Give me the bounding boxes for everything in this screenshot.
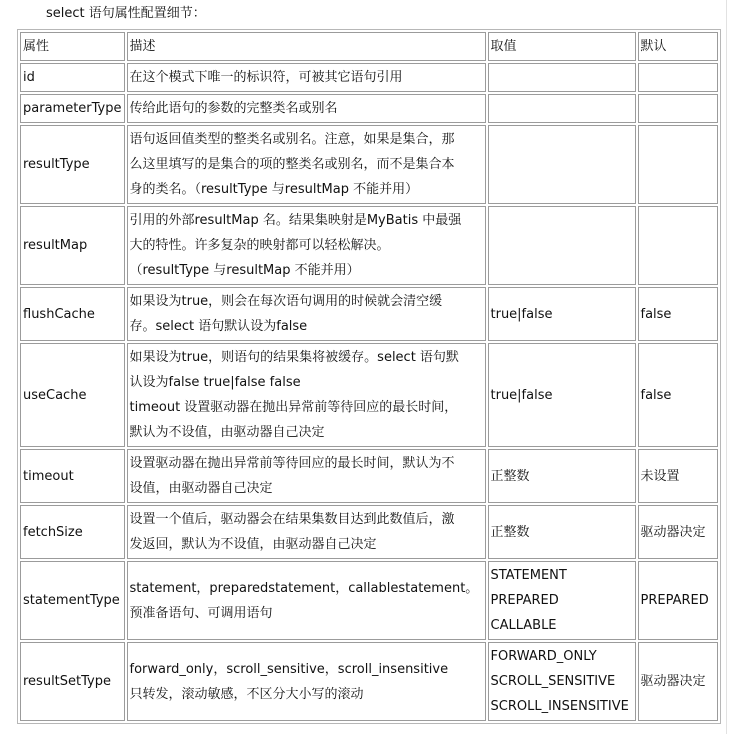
value-line: STATEMENT (490, 568, 567, 583)
attr-default: false (638, 343, 718, 447)
table-header-row (20, 32, 718, 61)
desc-line: 设置一个值后，驱动器会在结果集数目达到此数值后，激 (129, 512, 455, 527)
table-row (20, 343, 718, 447)
table-row (20, 642, 718, 721)
desc-line: statement，preparedstatement，callablestatement。 (129, 580, 479, 596)
attr-default: PREPARED (638, 561, 718, 640)
desc-line: 么这里填写的是集合的项的整类名或别名，而不是集合本 (129, 157, 455, 172)
desc-line: 预准备语句、可调用语句 (129, 605, 273, 621)
desc-line: 发返回，默认为不设值，由驱动器自己决定 (129, 537, 377, 552)
value-line: SCROLL_SENSITIVE (490, 674, 616, 689)
table-row (20, 561, 718, 640)
value-line: 正整数 (490, 468, 530, 484)
attr-default: 驱动器决定 (638, 505, 718, 559)
attr-name: useCache (20, 343, 125, 447)
value-line: CALLABLE (490, 618, 557, 633)
attr-default: 未设置 (638, 449, 718, 503)
attr-default (638, 94, 718, 123)
attr-desc (127, 449, 486, 503)
attr-value (488, 449, 636, 503)
desc-line: 大的特性。许多复杂的映射都可以轻松解决。 (129, 238, 390, 253)
desc-line: （resultType 与resultMap 不能并用） (129, 263, 360, 278)
attr-value (488, 561, 636, 640)
desc-line: 默认为不设值，由驱动器自己决定 (129, 425, 325, 440)
attr-value (488, 206, 636, 285)
desc-line: 身的类名。（resultType 与resultMap 不能并用） (129, 182, 419, 197)
attr-value (488, 287, 636, 341)
value-line: FORWARD_ONLY (490, 649, 597, 664)
attr-default (638, 125, 718, 204)
desc-line: 设置驱动器在抛出异常前等待回应的最长时间，默认为不 (129, 456, 455, 471)
attr-name: flushCache (20, 287, 125, 341)
desc-line: 引用的外部resultMap 名。结果集映射是MyBatis 中最强 (129, 213, 462, 228)
attr-value (488, 125, 636, 204)
header-default: 默认 (638, 32, 718, 61)
table-row (20, 287, 718, 341)
desc-line: forward_only，scroll_sensitive，scroll_insensitive (129, 661, 449, 677)
table-row (20, 505, 718, 559)
attr-desc (127, 125, 486, 204)
attr-value (488, 343, 636, 447)
attr-desc (127, 94, 486, 123)
desc-line: 传给此语句的参数的完整类名或别名 (129, 101, 338, 116)
attr-name: id (20, 63, 125, 92)
attr-name: fetchSize (20, 505, 125, 559)
attr-desc (127, 642, 486, 721)
desc-line: timeout 设置驱动器在抛出异常前等待回应的最长时间， (129, 400, 458, 415)
attr-desc (127, 287, 486, 341)
desc-line: 设值，由驱动器自己决定 (129, 481, 273, 496)
attribute-config-table (17, 29, 721, 724)
desc-line: 认设为false true|false false (129, 375, 301, 390)
section-caption: select 语句属性配置细节： (46, 6, 206, 21)
header-value: 取值 (488, 32, 636, 61)
value-line: true|false (490, 306, 553, 322)
value-line: true|false (490, 387, 553, 403)
desc-line: 语句返回值类型的整类名或别名。注意，如果是集合，那 (129, 132, 455, 147)
value-line: SCROLL_INSENSITIVE (490, 699, 629, 714)
attr-value (488, 94, 636, 123)
table-row (20, 206, 718, 285)
attr-default: false (638, 287, 718, 341)
attr-value (488, 505, 636, 559)
desc-line: 在这个模式下唯一的标识符，可被其它语句引用 (129, 70, 403, 85)
table-row (20, 63, 718, 92)
attr-desc (127, 505, 486, 559)
desc-line: 如果设为true，则语句的结果集将被缓存。select 语句默 (129, 350, 459, 365)
attr-name: parameterType (20, 94, 125, 123)
value-line: 正整数 (490, 524, 530, 540)
header-desc: 描述 (127, 32, 486, 61)
header-name: 属性 (20, 32, 125, 61)
attr-desc (127, 63, 486, 92)
table-row (20, 449, 718, 503)
attr-value (488, 642, 636, 721)
attr-desc (127, 561, 486, 640)
desc-line: 如果设为true，则会在每次语句调用的时候就会清空缓 (129, 294, 443, 309)
attr-value (488, 63, 636, 92)
desc-line: 存。select 语句默认设为false (129, 319, 308, 334)
attr-name: resultSetType (20, 642, 125, 721)
table-row (20, 125, 718, 204)
attr-desc (127, 343, 486, 447)
attr-name: resultMap (20, 206, 125, 285)
attr-default (638, 63, 718, 92)
attr-name: resultType (20, 125, 125, 204)
attr-default: 驱动器决定 (638, 642, 718, 721)
value-line: PREPARED (490, 593, 559, 608)
table-row (20, 94, 718, 123)
attr-name: timeout (20, 449, 125, 503)
attr-default (638, 206, 718, 285)
attr-name: statementType (20, 561, 125, 640)
desc-line: 只转发，滚动敏感，不区分大小写的滚动 (129, 686, 364, 702)
attr-desc (127, 206, 486, 285)
page-right-border (726, 0, 727, 734)
